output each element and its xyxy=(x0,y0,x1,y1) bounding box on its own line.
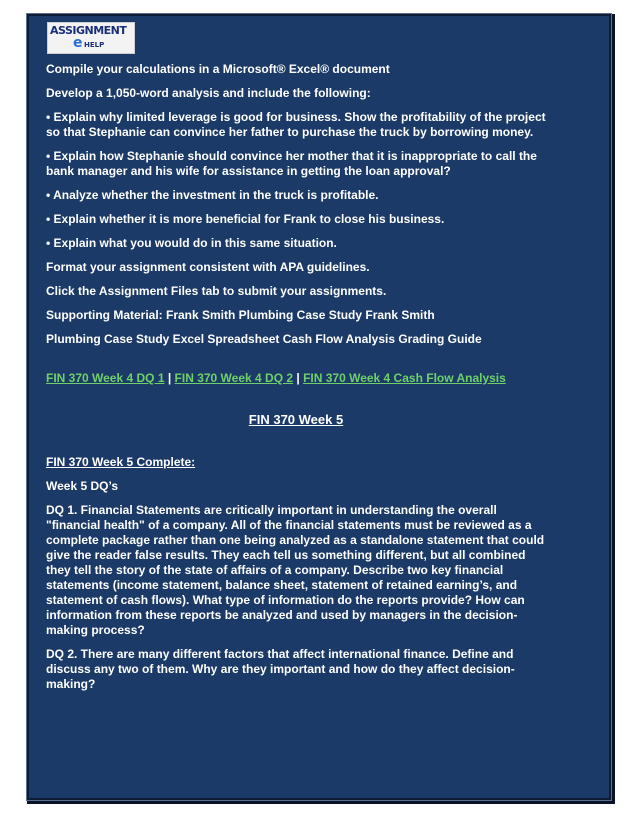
logo-e: e xyxy=(73,35,83,51)
logo-word: ASSIGNMENT xyxy=(50,24,127,37)
document-body xyxy=(46,62,546,701)
link-week4-cash-flow[interactable]: FIN 370 Week 4 Cash Flow Analysis xyxy=(303,371,506,385)
dq2-paragraph: DQ 2. There are many different factors that affect international finance. Define and discuss any two of them. Why are they important and how do they affect decision-making? xyxy=(46,647,515,691)
link-week4-dq1[interactable]: FIN 370 Week 4 DQ 1 xyxy=(46,371,165,385)
bullet-item: • Explain whether it is more beneficial for Frank to close his business. xyxy=(46,212,445,226)
link-separator: | xyxy=(293,371,304,385)
bullet-item: • Explain how Stephanie should convince her mother that it is inappropriate to call the bank manager and his wife for assistance in getting the loan approval? xyxy=(46,149,537,178)
dqs-label: Week 5 DQ’s xyxy=(46,479,119,493)
dq1-paragraph: DQ 1. Financial Statements are critically important in understanding the overall "financial health" of a company. All of the financial statements must be reviewed as a complete package rather than one being analyzed as a standalone statement that could give the reader false results. They each tell us something different, but all combined they tell the story of the state of affairs of a company. Describe two key financial statements (income statement, balance sheet, statement of retained earning’s, and statement of cash flows). What type of information do the reports provide? How can information from these reports be analyzed and used by managers in the decision-making process? xyxy=(46,503,545,637)
logo-help: HELP xyxy=(84,41,105,49)
link-separator: | xyxy=(164,371,175,385)
paragraph: Plumbing Case Study Excel Spreadsheet Cash Flow Analysis Grading Guide xyxy=(46,332,482,346)
complete-label: FIN 370 Week 5 Complete: xyxy=(46,455,196,469)
paragraph: Supporting Material: Frank Smith Plumbing Case Study Frank Smith xyxy=(46,308,435,322)
paragraph: Compile your calculations in a Microsoft® Excel® document xyxy=(46,62,390,76)
paragraph: Click the Assignment Files tab to submit your assignments. xyxy=(46,284,387,298)
bullet-item: • Explain why limited leverage is good for business. Show the profitability of the project so that Stephanie can convince her father to purchase the truck by borrowing money. xyxy=(46,110,546,139)
bullet-item: • Analyze whether the investment in the truck is profitable. xyxy=(46,188,379,202)
paragraph: Format your assignment consistent with APA guidelines. xyxy=(46,260,370,274)
related-links xyxy=(46,371,546,386)
paragraph: Develop a 1,050-word analysis and include the following: xyxy=(46,86,371,100)
assignment-help-logo xyxy=(47,22,135,54)
bullet-item: • Explain what you would do in this same situation. xyxy=(46,236,337,250)
link-week4-dq2[interactable]: FIN 370 Week 4 DQ 2 xyxy=(174,371,294,385)
section-heading: FIN 370 Week 5 xyxy=(248,412,344,427)
